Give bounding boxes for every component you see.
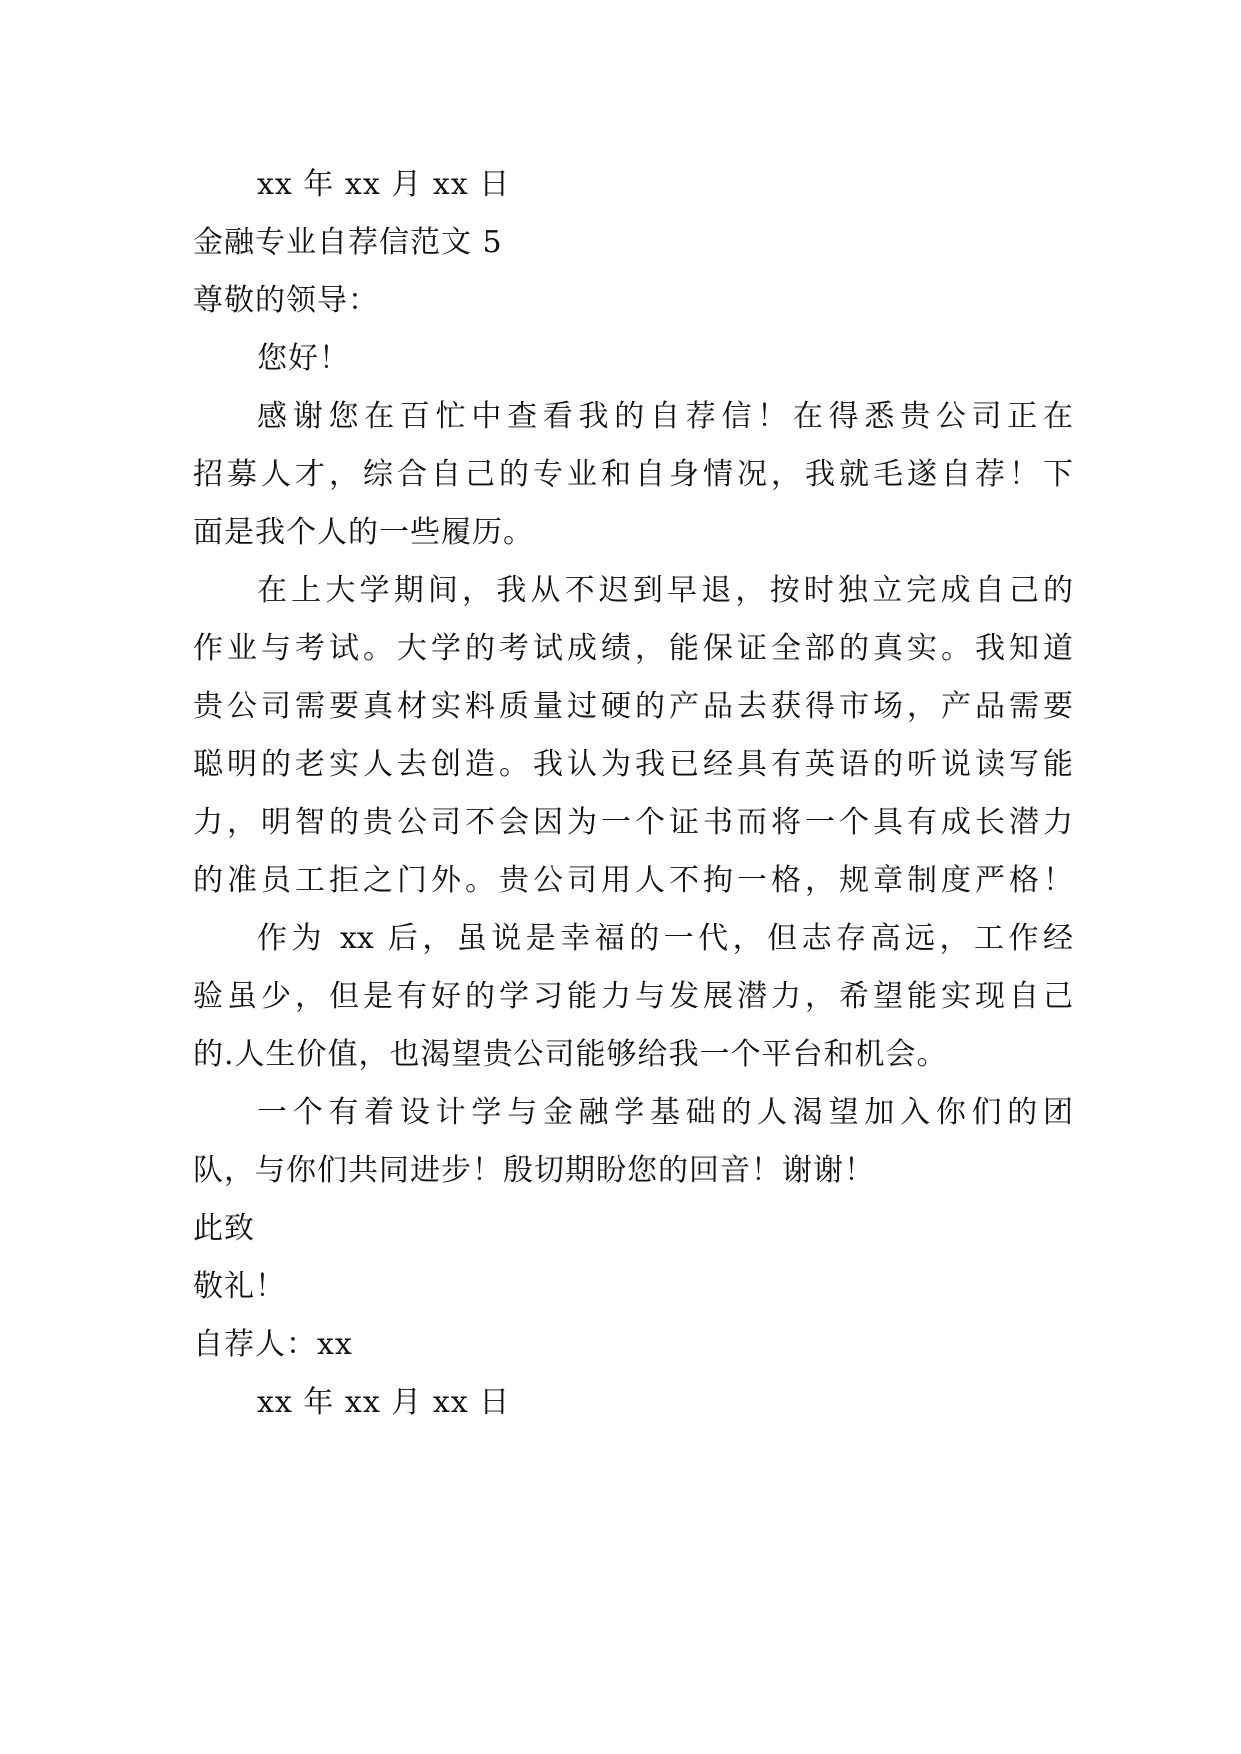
signer-name: 自荐人：xx [193, 1327, 353, 1362]
top-date: xx 年 xx 月 xx 日 [257, 167, 511, 202]
paragraph-line: 贵公司需要真材实料质量过硬的产品去获得市场，产品需要 [193, 689, 1073, 724]
paragraph-line: 的准员工拒之门外。贵公司用人不拘一格，规章制度严格！ [193, 863, 1073, 898]
paragraph-line: 验虽少，但是有好的学习能力与发展潜力，希望能实现自己 [193, 979, 1073, 1014]
document-title: 金融专业自荐信范文 5 [193, 225, 503, 260]
paragraph-line: 力，明智的贵公司不会因为一个证书而将一个具有成长潜力 [193, 805, 1073, 840]
paragraph-line: 感谢您在百忙中查看我的自荐信！在得悉贵公司正在 [257, 399, 1073, 434]
paragraph-line: 面是我个人的一些履历。 [193, 515, 534, 550]
closing-respect: 此致 [193, 1211, 255, 1246]
paragraph-line: 聪明的老实人去创造。我认为我已经具有英语的听说读写能 [193, 747, 1073, 782]
paragraph-line: 一个有着设计学与金融学基础的人渴望加入你们的团 [257, 1095, 1073, 1130]
greeting: 您好！ [257, 341, 350, 376]
salutation: 尊敬的领导： [193, 283, 379, 318]
paragraph-line: 在上大学期间，我从不迟到早退，按时独立完成自己的 [257, 573, 1073, 608]
paragraph-line: 队，与你们共同进步！殷切期盼您的回音！谢谢！ [193, 1153, 875, 1188]
paragraph-line: 作业与考试。大学的考试成绩，能保证全部的真实。我知道 [193, 631, 1073, 666]
paragraph-line: 的.人生价值，也渴望贵公司能够给我一个平台和机会。 [193, 1037, 948, 1072]
bottom-date: xx 年 xx 月 xx 日 [257, 1385, 511, 1420]
paragraph-line: 作为 xx 后，虽说是幸福的一代，但志存高远，工作经 [257, 921, 1073, 956]
paragraph-line: 招募人才，综合自己的专业和自身情况，我就毛遂自荐！下 [193, 457, 1073, 492]
closing-salute: 敬礼！ [193, 1269, 286, 1304]
